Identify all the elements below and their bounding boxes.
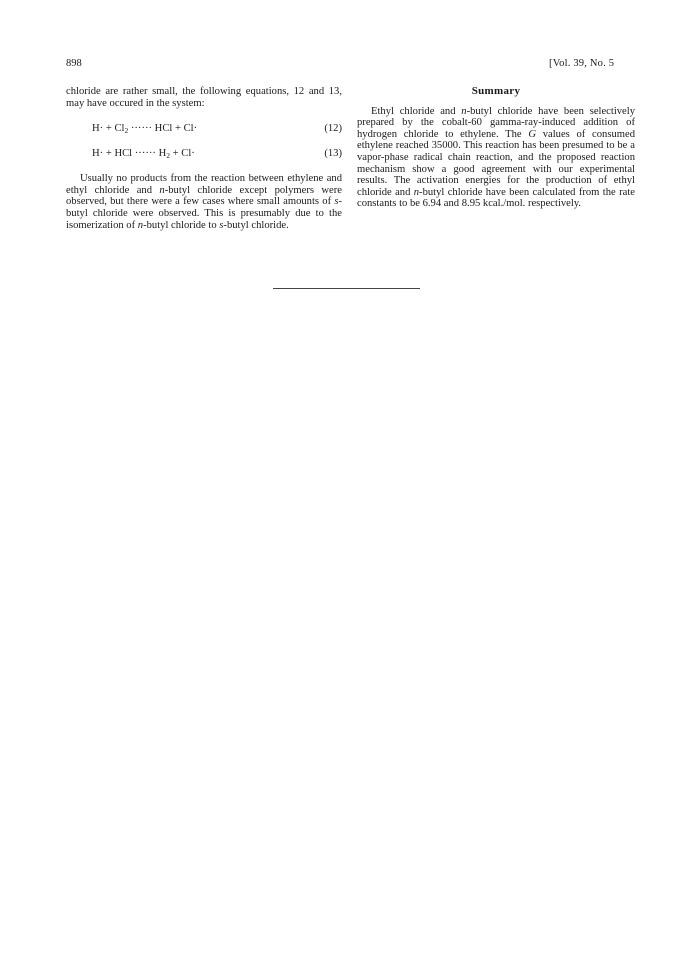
intro-paragraph: chloride are rather small, the following equations, 12 and 13, may have occured in the system:	[66, 86, 342, 109]
volume-info: [Vol. 39, No. 5	[549, 58, 615, 69]
right-column	[357, 86, 635, 210]
equation-12-text: $H\cdot + Cl_2$ ······ HCl + Cl·	[92, 123, 198, 136]
equation-12-number: (12)	[324, 123, 342, 135]
left-column	[66, 86, 342, 231]
equation-13	[66, 148, 342, 162]
products-paragraph: Usually no products from the reaction between ethylene and ethyl chloride and n-butyl chloride except polymers were observed, but there were a few cases where small amounts of s-butyl chloride were observed. This is presumably due to the isomerization of n-butyl chloride to s-butyl chloride.	[66, 173, 342, 231]
equation-12	[66, 123, 342, 137]
summary-paragraph: Ethyl chloride and n-butyl chloride have been selectively prepared by the cobalt-60 gamma-ray-induced addition of hydrogen chloride to ethylene. The G values of consumed ethylene reached 35000. This reaction has been presumed to be a vapor-phase radical chain reaction, and the proposed reaction mechanism show a good agreement with our experimental results. The activation energies for the production of ethyl chloride and n-butyl chloride have been calculated from the rate constants to be 6.94 and 8.95 kcal./mol. respectively.	[357, 105, 636, 210]
equation-13-number: (13)	[324, 148, 342, 160]
equation-13-text: H· + HCl ······ $H_2 + Cl\cdot$	[92, 148, 195, 161]
page-number: 898	[66, 58, 82, 69]
end-rule	[273, 288, 420, 289]
summary-heading: Summary	[471, 85, 521, 97]
